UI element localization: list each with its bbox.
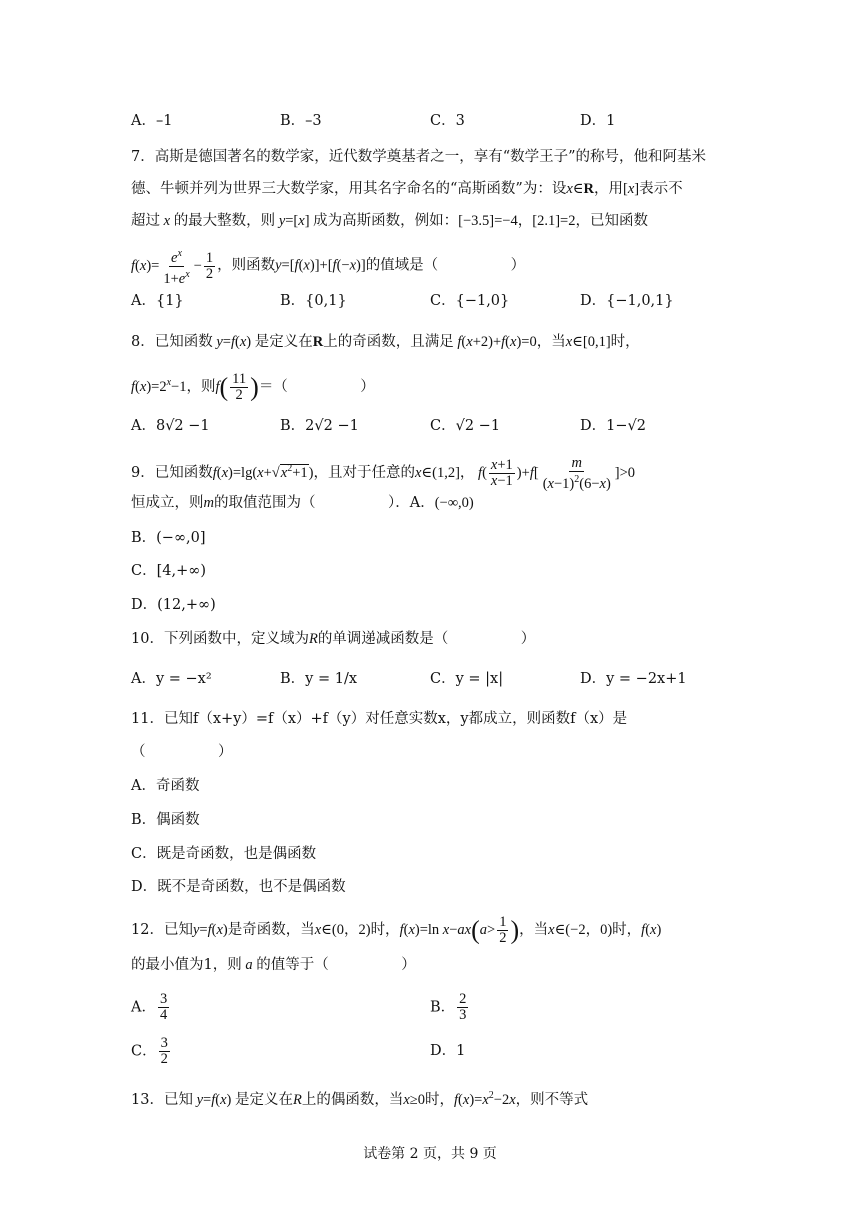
q8-option-c: C．√2 −1 [430,418,501,434]
q7-line-2: 德、牛顿并列为世界三大数学家，用其名字命名的“高斯函数”为：设x∈R，用[x]表示不 [131,181,683,197]
q10-option-a: A．y = −x² [131,671,212,687]
q7-line-4: f(x)= $\frac{e^x}{1+e^x}$ − $\frac{1}{2}$ ，则函数y=[f(x)]+[f(−x)]的值域是（ ） [131,248,526,287]
q10-line-1: 10．下列函数中，定义域为R的单调递减函数是（ ） [131,631,536,647]
q9-line-2: 恒成立，则m的取值范围为（ ）．A．(−∞,0) [131,495,474,511]
q8-option-a: A．8√2 −1 [131,418,210,434]
q12-line-1: 12．已知y=f(x)是奇函数，当x∈(0，2)时，f(x)=ln x−ax(a> $\frac{1}{2}$ )，当x∈(−2，0)时，f(x) [131,914,662,946]
q8-option-b: B．2√2 −1 [280,418,359,434]
q7-line-3: 超过 x 的最大整数，则 y=[x] 成为高斯函数，例如：[−3.5]=−4，[2.1]=2，已知函数 [131,213,648,229]
q10-option-c: C．y = |x| [430,671,504,687]
q6-option-d: D．1 [580,113,616,129]
q11-line-2: （ ） [131,744,233,760]
q12-option-b: B． $\frac{2}{3}$ [430,991,467,1023]
q7-option-a: A．{1} [131,293,184,309]
q11-line-1: 11．已知f（x+y）=f（x）+f（y）对任意实数x，y都成立，则函数f（x）是 [131,711,628,727]
q12-option-d: D．1 [430,1043,466,1059]
q11-option-c: C．既是奇函数，也是偶函数 [131,846,317,862]
q9-option-c: C．[4,+∞) [131,563,206,579]
q12-line-2: 的最小值为1，则 a 的值等于（ ） [131,957,416,973]
q11-option-d: D．既不是奇函数，也不是偶函数 [131,879,346,895]
q6-option-a: A．–1 [131,113,173,129]
q11-option-b: B．偶函数 [131,812,200,828]
q12-option-a: A． $\frac{3}{4}$ [131,991,168,1023]
q10-option-b: B．y = 1/x [280,671,358,687]
q6-option-b: B．–3 [280,113,322,129]
q9-option-b: B．(−∞,0] [131,530,206,546]
q10-option-d: D．y = −2x+1 [580,671,687,687]
page-footer: 试卷第 2 页，共 9 页 [363,1146,497,1162]
q8-line-2: $f(x)=2^x-1$，则f( $\frac{11}{2}$ )＝（ ） [131,371,375,403]
q12-option-c: C． $\frac{3}{2}$ [131,1035,168,1067]
q9-line-1: 9．已知函数$f(x)=\lg(x+√x^2+1)$，且对于任意的x∈(1,2]， f( $\frac{x+1}{x-1}$ )+f[ $\frac{m}{(x-1)^2(6-x)}$ ]>0 [131,455,636,492]
q7-option-b: B．{0,1} [280,293,347,309]
q7-option-d: D．{−1,0,1} [580,293,674,309]
q7-line-1: 7．高斯是德国著名的数学家，近代数学奠基者之一，享有“数学王子”的称号，他和阿基米 [131,149,707,165]
q7-option-c: C．{−1,0} [430,293,510,309]
q9-option-d: D．(12,+∞) [131,597,216,613]
q11-option-a: A．奇函数 [131,778,200,794]
q8-option-d: D．1−√2 [580,418,646,434]
q13-line-1: 13．已知 y=f(x) 是定义在R上的偶函数，当x≥0时，$f(x)=x^2-2x$，则不等式 [131,1090,589,1108]
q6-option-c: C．3 [430,113,465,129]
q8-line-1: 8．已知函数 y=f(x) 是定义在R上的奇函数，且满足 f(x+2)+f(x)=0，当x∈[0,1]时， [131,334,640,350]
